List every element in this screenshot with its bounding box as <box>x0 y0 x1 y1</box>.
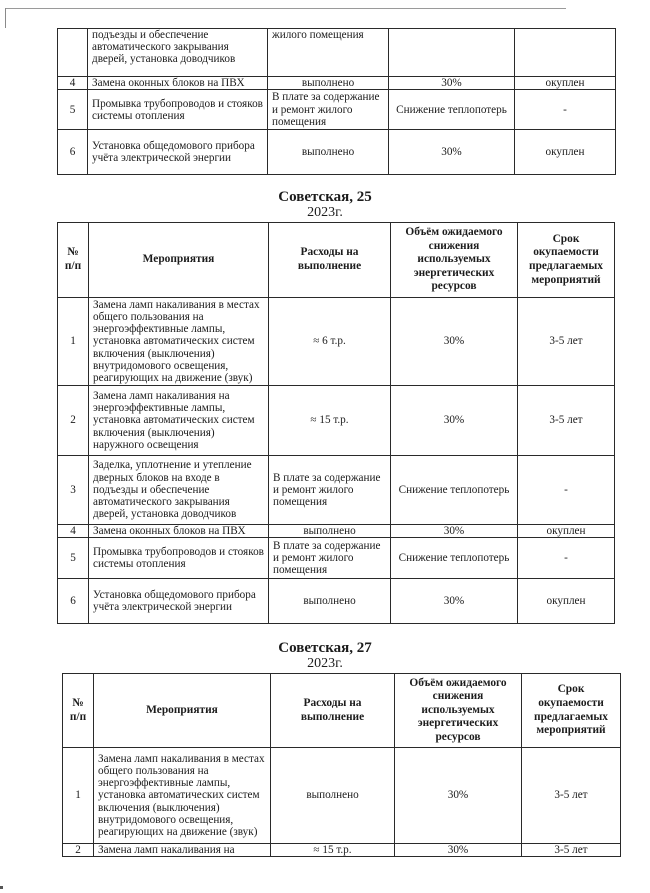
row-number <box>58 29 88 77</box>
table-row <box>58 525 615 538</box>
payback-cell: 3-5 лет <box>522 844 621 857</box>
header-costs: Расходы на выполнение <box>271 674 395 748</box>
row-number: 5 <box>58 538 89 579</box>
measure-cell: Замена оконных блоков на ПВХ <box>88 77 268 90</box>
header-payback: Срок окупаемости предлагаемых мероприятий <box>522 674 621 748</box>
cost-cell: выполнено <box>268 77 389 90</box>
measure-cell: Установка общедомового прибора учёта электрической энергии <box>89 579 269 624</box>
reduction-cell: 30% <box>391 525 518 538</box>
measure-cell: Замена ламп накаливания в местах общего пользования на энергоэффективные лампы, установка автоматических систем включения (выключения) внутридомового освещения, реагирующих на движение (звук) <box>94 748 271 844</box>
table-row <box>63 748 621 844</box>
row-number: 1 <box>58 298 89 386</box>
measure-cell: Замена оконных блоков на ПВХ <box>89 525 269 538</box>
scan-edge-left <box>5 8 6 28</box>
payback-cell: окуплен <box>518 525 615 538</box>
reduction-cell: Снижение теплопотерь <box>391 456 518 525</box>
header-reduction: Объём ожидаемого снижения используемых энергетических ресурсов <box>395 674 522 748</box>
measure-cell: Промывка трубопроводов и стояков системы отопления <box>88 90 268 130</box>
table-row <box>58 29 616 77</box>
table-header-row <box>58 223 615 298</box>
payback-cell: 3-5 лет <box>518 386 615 456</box>
reduction-cell: Снижение теплопотерь <box>389 90 515 130</box>
continued-measures-table <box>57 28 616 175</box>
table-row <box>58 386 615 456</box>
header-num: № п/п <box>58 223 89 298</box>
header-costs: Расходы на выполнение <box>269 223 391 298</box>
cost-cell: В плате за содержание и ремонт жилого помещения <box>268 90 389 130</box>
cost-cell: выполнено <box>269 579 391 624</box>
payback-cell: окуплен <box>518 579 615 624</box>
table-row <box>58 538 615 579</box>
scan-mark <box>0 886 3 889</box>
table-row <box>58 77 616 90</box>
section-year: 2023г. <box>307 656 343 671</box>
cost-cell: выполнено <box>268 130 389 175</box>
row-number: 4 <box>58 525 89 538</box>
header-measures: Мероприятия <box>94 674 271 748</box>
header-payback: Срок окупаемости предлагаемых мероприятий <box>518 223 615 298</box>
row-number: 5 <box>58 90 88 130</box>
payback-cell <box>515 29 616 77</box>
section-year: 2023г. <box>307 205 343 220</box>
table-row <box>58 90 616 130</box>
measure-cell: Замена ламп накаливания в местах общего пользования на энергоэффективные лампы, установка автоматических систем включения (выключения) внутридомового освещения, реагирующих на движение (звук) <box>89 298 269 386</box>
row-number: 4 <box>58 77 88 90</box>
section-title: Советская, 25 <box>278 189 372 205</box>
header-reduction: Объём ожидаемого снижения используемых энергетических ресурсов <box>391 223 518 298</box>
table-row <box>58 130 616 175</box>
reduction-cell: 30% <box>395 844 522 857</box>
reduction-cell: 30% <box>395 748 522 844</box>
measure-cell: Замена ламп накаливания на энергоэффективные лампы, установка автоматических систем включения (выключения) наружного освещения <box>89 386 269 456</box>
cost-cell: ≈ 15 т.р. <box>271 844 395 857</box>
table-row <box>58 579 615 624</box>
reduction-cell: 30% <box>389 77 515 90</box>
table-row <box>58 298 615 386</box>
payback-cell: 3-5 лет <box>518 298 615 386</box>
reduction-cell: 30% <box>391 579 518 624</box>
payback-cell: 3-5 лет <box>522 748 621 844</box>
row-number: 6 <box>58 130 88 175</box>
measure-cell: Установка общедомового прибора учёта электрической энергии <box>88 130 268 175</box>
header-num: № п/п <box>63 674 94 748</box>
reduction-cell: 30% <box>391 298 518 386</box>
cost-cell: выполнено <box>271 748 395 844</box>
header-measures: Мероприятия <box>89 223 269 298</box>
scan-edge-top <box>6 8 566 9</box>
row-number: 3 <box>58 456 89 525</box>
table-row <box>63 844 621 857</box>
row-number: 1 <box>63 748 94 844</box>
measures-table-sovetskaya-25 <box>57 222 615 624</box>
reduction-cell <box>389 29 515 77</box>
measure-cell: Заделка, уплотнение и утепление дверных блоков на входе в подъезды и обеспечение автоматического закрывания дверей, установка доводчиков <box>89 456 269 525</box>
section-title: Советская, 27 <box>278 640 372 656</box>
measure-cell: подъезды и обеспечение автоматического закрывания дверей, установка доводчиков <box>88 29 268 77</box>
measure-cell: Промывка трубопроводов и стояков системы отопления <box>89 538 269 579</box>
row-number: 2 <box>58 386 89 456</box>
cost-cell: ≈ 6 т.р. <box>269 298 391 386</box>
payback-cell: окуплен <box>515 77 616 90</box>
measures-table-sovetskaya-27 <box>62 673 621 857</box>
payback-cell: - <box>518 456 615 525</box>
table-row <box>58 456 615 525</box>
reduction-cell: Снижение теплопотерь <box>391 538 518 579</box>
payback-cell: окуплен <box>515 130 616 175</box>
row-number: 2 <box>63 844 94 857</box>
table-header-row <box>63 674 621 748</box>
cost-cell: В плате за содержание и ремонт жилого помещения <box>269 538 391 579</box>
row-number: 6 <box>58 579 89 624</box>
measure-cell: Замена ламп накаливания на <box>94 844 271 857</box>
cost-cell: выполнено <box>269 525 391 538</box>
cost-cell: В плате за содержание и ремонт жилого помещения <box>269 456 391 525</box>
cost-cell: жилого помещения <box>268 29 389 77</box>
payback-cell: - <box>515 90 616 130</box>
cost-cell: ≈ 15 т.р. <box>269 386 391 456</box>
reduction-cell: 30% <box>391 386 518 456</box>
reduction-cell: 30% <box>389 130 515 175</box>
payback-cell: - <box>518 538 615 579</box>
